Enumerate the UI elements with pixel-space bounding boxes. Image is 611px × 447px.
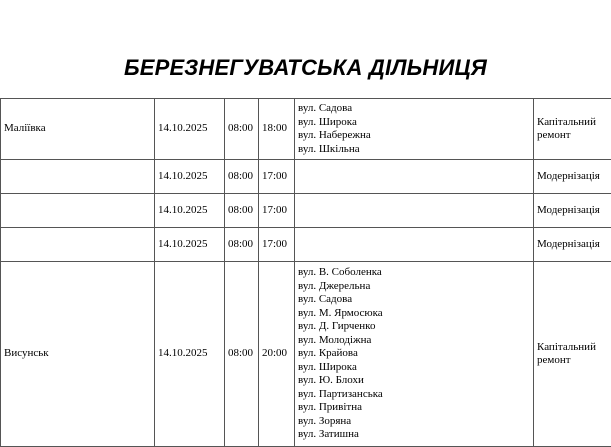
date-cell: 14.10.2025 [155, 99, 225, 160]
outage-schedule-table [0, 98, 611, 447]
street-item: вул. Молодіжна [298, 334, 533, 348]
village-cell: Висунськ [1, 262, 155, 447]
table-row [1, 194, 611, 228]
street-item: вул. Партизанська [298, 388, 533, 402]
street-item: вул. Затишна [298, 428, 533, 442]
date-cell: 14.10.2025 [155, 262, 225, 447]
date-cell: 14.10.2025 [155, 160, 225, 194]
street-item: вул. Крайова [298, 347, 533, 361]
work-type-line: Капітальний [537, 116, 611, 130]
start-time-cell: 08:00 [225, 194, 259, 228]
end-time-cell: 20:00 [259, 262, 295, 447]
end-time-cell: 17:00 [259, 228, 295, 262]
streets-cell [295, 160, 534, 194]
street-item: вул. Садова [298, 293, 533, 307]
street-item: вул. Набережна [298, 129, 533, 143]
section-title: БЕРЕЗНЕГУВАТСЬКА ДІЛЬНИЦЯ [0, 55, 611, 81]
street-item: вул. Широка [298, 361, 533, 375]
table-row [1, 228, 611, 262]
streets-cell [295, 228, 534, 262]
work-type-line: Модернізація [537, 238, 611, 252]
table-row [1, 262, 611, 447]
work-type-line: Капітальний [537, 341, 611, 355]
start-time-cell: 08:00 [225, 262, 259, 447]
end-time-cell: 17:00 [259, 160, 295, 194]
work-type-line: Модернізація [537, 204, 611, 218]
street-item: вул. В. Соболенка [298, 266, 533, 280]
village-cell: Маліївка [1, 99, 155, 160]
street-item: вул. Садова [298, 102, 533, 116]
date-cell: 14.10.2025 [155, 228, 225, 262]
village-cell [1, 160, 155, 194]
work-type-cell [534, 228, 611, 262]
start-time-cell: 08:00 [225, 99, 259, 160]
table-row [1, 160, 611, 194]
start-time-cell: 08:00 [225, 228, 259, 262]
date-cell: 14.10.2025 [155, 194, 225, 228]
street-item: вул. Ю. Блохи [298, 374, 533, 388]
table-row [1, 99, 611, 160]
street-item: вул. Привітна [298, 401, 533, 415]
street-item: вул. Широка [298, 116, 533, 130]
streets-cell [295, 99, 534, 160]
work-type-cell [534, 194, 611, 228]
start-time-cell: 08:00 [225, 160, 259, 194]
village-cell [1, 228, 155, 262]
work-type-line: Модернізація [537, 170, 611, 184]
streets-cell [295, 262, 534, 447]
work-type-line: ремонт [537, 354, 611, 368]
street-item: вул. Джерельна [298, 280, 533, 294]
end-time-cell: 17:00 [259, 194, 295, 228]
village-cell [1, 194, 155, 228]
work-type-line: ремонт [537, 129, 611, 143]
street-item: вул. М. Ярмосюка [298, 307, 533, 321]
work-type-cell [534, 160, 611, 194]
street-item: вул. Д. Гирченко [298, 320, 533, 334]
street-item: вул. Шкільна [298, 143, 533, 157]
work-type-cell [534, 262, 611, 447]
work-type-cell [534, 99, 611, 160]
street-item: вул. Зоряна [298, 415, 533, 429]
end-time-cell: 18:00 [259, 99, 295, 160]
streets-cell [295, 194, 534, 228]
